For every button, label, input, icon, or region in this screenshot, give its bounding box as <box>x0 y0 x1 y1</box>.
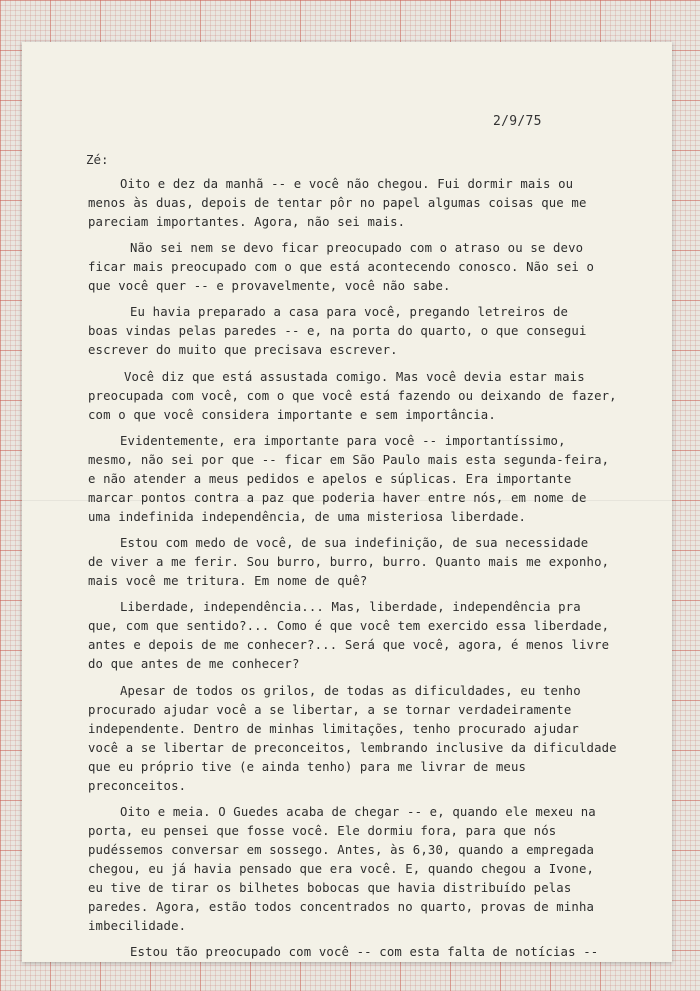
text-line: escrever do muito que precisava escrever. <box>88 343 398 357</box>
text-line: Evidentemente, era importante para você -- importantíssimo, <box>120 434 566 448</box>
text-line: Apesar de todos os grilos, de todas as dificuldades, eu tenho <box>120 684 581 698</box>
text-line: independente. Dentro de minhas limitações, tenho procurado ajudar <box>88 722 579 736</box>
text-line: mesmo, não sei por que -- ficar em São Paulo mais esta segunda-feira, <box>88 453 610 467</box>
text-line: que, com que sentido?... Como é que você tem exercido essa liberdade, <box>88 619 610 633</box>
text-line: você a se libertar de preconceitos, lembrando inclusive da dificuldade <box>88 741 617 755</box>
text-line: paredes. Agora, estão todos concentrados no quarto, provas de minha <box>88 900 595 914</box>
letter-date: 2/9/75 <box>493 114 542 129</box>
text-line: boas vindas pelas paredes -- e, na porta do quarto, o que consegui <box>88 324 587 338</box>
text-line: chegou, eu já havia pensado que era você. E, quando chegou a Ivone, <box>88 862 595 876</box>
text-line: Não sei nem se devo ficar preocupado com o atraso ou se devo <box>130 241 584 255</box>
text-line: menos às duas, depois de tentar pôr no papel algumas coisas que me <box>88 196 587 210</box>
text-line: ficar mais preocupado com o que está acontecendo conosco. Não sei o <box>88 260 595 274</box>
letter-salutation: Zé: <box>86 152 109 167</box>
text-line: antes e depois de me conhecer?... Será que você, agora, é menos livre <box>88 638 610 652</box>
text-line: eu tive de tirar os bilhetes bobocas que havia distribuído pelas <box>88 881 572 895</box>
text-line: com o que você considera importante e sem importância. <box>88 408 496 422</box>
text-line: Oito e meia. O Guedes acaba de chegar -- e, quando ele mexeu na <box>120 805 596 819</box>
text-line: uma indefinida independência, de uma misteriosa liberdade. <box>88 510 527 524</box>
text-line: preocupada com você, com o que você está fazendo ou deixando de fazer, <box>88 389 617 403</box>
text-line: e não atender a meus pedidos e apelos e súplicas. Era importante <box>88 472 572 486</box>
text-line: pudéssemos conversar em sossego. Antes, às 6,30, quando a empregada <box>88 843 595 857</box>
text-line: Estou tão preocupado com você -- com esta falta de notícias -- <box>130 945 599 959</box>
text-line: de viver a me ferir. Sou burro, burro, burro. Quanto mais me exponho, <box>88 555 610 569</box>
text-line: Estou com medo de você, de sua indefinição, de sua necessidade <box>120 536 589 550</box>
text-line: mais você me tritura. Em nome de quê? <box>88 574 368 588</box>
text-line: Você diz que está assustada comigo. Mas você devia estar mais <box>124 370 585 384</box>
text-line: imbecilidade. <box>88 919 187 933</box>
text-line: Liberdade, independência... Mas, liberdade, independência pra <box>120 600 581 614</box>
text-line: Oito e dez da manhã -- e você não chegou. Fui dormir mais ou <box>120 177 574 191</box>
text-line: Eu havia preparado a casa para você, pregando letreiros de <box>130 305 569 319</box>
text-line: procurado ajudar você a se libertar, a se tornar verdadeiramente <box>88 703 572 717</box>
text-line: porta, eu pensei que fosse você. Ele dormiu fora, para que nós <box>88 824 557 838</box>
letter-page <box>22 42 672 962</box>
text-line: marcar pontos contra a paz que poderia haver entre nós, em nome de <box>88 491 587 505</box>
text-line: pareciam importantes. Agora, não sei mais. <box>88 215 406 229</box>
text-line: preconceitos. <box>88 779 187 793</box>
text-line: que eu próprio tive (e ainda tenho) para me livrar de meus <box>88 760 527 774</box>
text-line: do que antes de me conhecer? <box>88 657 300 671</box>
text-line: que você quer -- e provavelmente, você não sabe. <box>88 279 451 293</box>
